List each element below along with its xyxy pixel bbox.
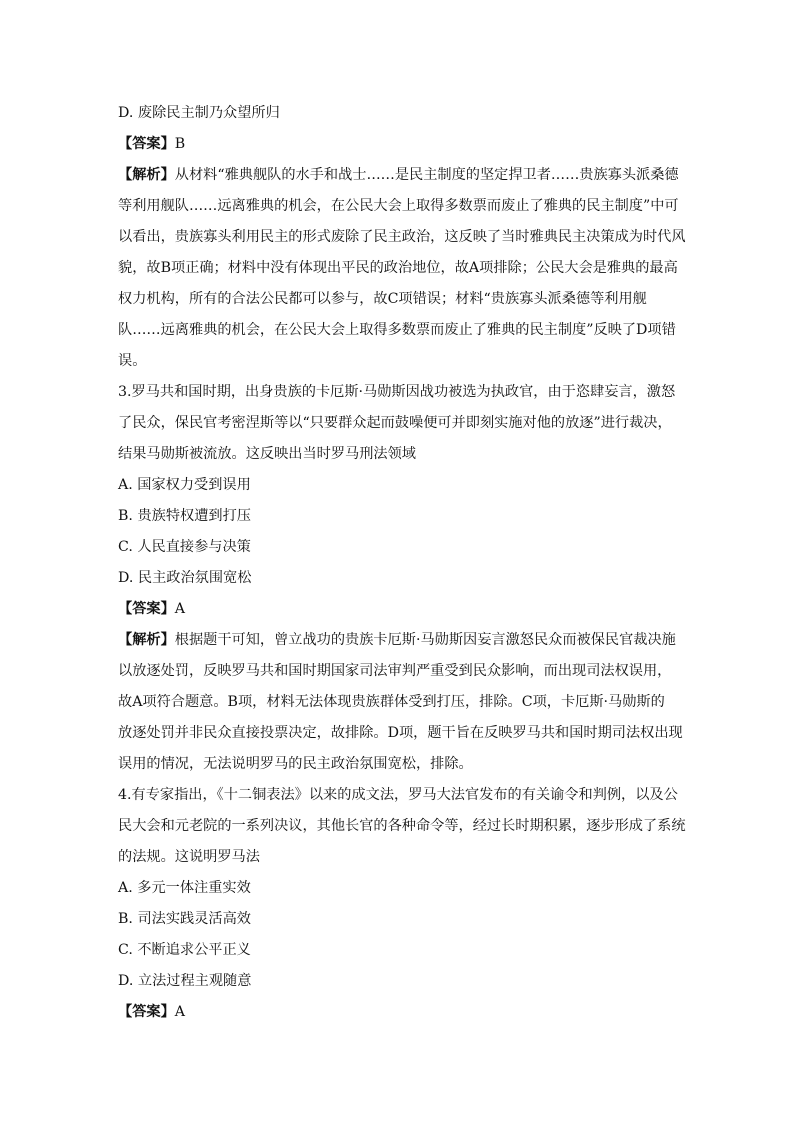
answer-label: 【答案】 [118,601,175,617]
option-b-q3: B. 贵族特权遭到打压 [118,508,251,524]
analysis-label: 【解析】 [118,167,175,183]
answer-label: 【答案】 [118,1004,175,1020]
answer-q4 [118,997,678,1028]
option-d-q4: D. 立法过程主观随意 [118,973,252,989]
answer-value: A [174,601,186,617]
option-a-q3: A. 国家权力受到误用 [118,477,251,493]
document-page [118,98,686,1028]
option-c-q4: C. 不断追求公平正义 [118,942,251,958]
answer-value: B [174,136,186,152]
option-c-q3: C. 人民直接参与决策 [118,539,251,555]
question-4: 4.有专家指出，《十二铜表法》以来的成文法，罗马大法官发布的有关谕令和判例，以及公 民大会和元老院的一系列决议，其他长官的各种命令等，经过长时期积累，逐步形成了系统 的法规。这说明罗马法 [118,787,686,865]
answer-value: A [174,1004,186,1020]
answer-q3 [118,594,678,625]
analysis-label: 【解析】 [118,632,175,648]
analysis-q3: 【解析】根据题干可知，曾立战功的贵族卡厄斯·马勋斯因妄言激怒民众而被保民官裁决施 以放逐处罚，反映罗马共和国时期国家司法审判严重受到民众影响，而出现司法权误用， 故A项符合题意。B项，材料无法体现贵族群体受到打压，排除。C项，卡厄斯·马勋斯的 放逐处罚并非民众直接投票决定，故排除。D项，题干旨在反映罗马共和国时期司法权出现 误用的情况，无法说明罗马的民主政治氛围宽松，排除。 [118,632,683,772]
option-a-q4: A. 多元一体注重实效 [118,880,251,896]
question-3: 3.罗马共和国时期，出身贵族的卡厄斯·马勋斯因战功被选为执政官，由于恣肆妄言，激怒 了民众，保民官考密涅斯等以“只要群众起而鼓噪便可并即刻实施对他的放逐”进行裁决， 结果马勋斯被流放。这反映出当时罗马刑法领域 [118,384,676,462]
answer-label: 【答案】 [118,136,175,152]
option-b-q4: B. 司法实践灵活高效 [118,911,251,927]
answer-q2 [118,129,678,160]
option-d-q3: D. 民主政治氛围宽松 [118,570,252,586]
option-d-q2: D. 废除民主制乃众望所归 [118,105,280,121]
analysis-q2: 【解析】从材料“雅典舰队的水手和战士……是民主制度的坚定捍卫者……贵族寡头派桑德 等利用舰队……远离雅典的机会，在公民大会上取得多数票而废止了雅典的民主制度”中可 以看出，贵族寡头利用民主的形式废除了民主政治，这反映了当时雅典民主决策成为时代风 貌，故B项正确；材料中没有体现出平民的政治地位，故A项排除；公民大会是雅典的最高 权力机构，所有的合法公民都可以参与，故C项错误；材料“贵族寡头派桑德等利用舰 队……远离雅典的机会，在公民大会上取得多数票而废止了雅典的民主制度”反映了D项错 误。 [118,167,686,369]
